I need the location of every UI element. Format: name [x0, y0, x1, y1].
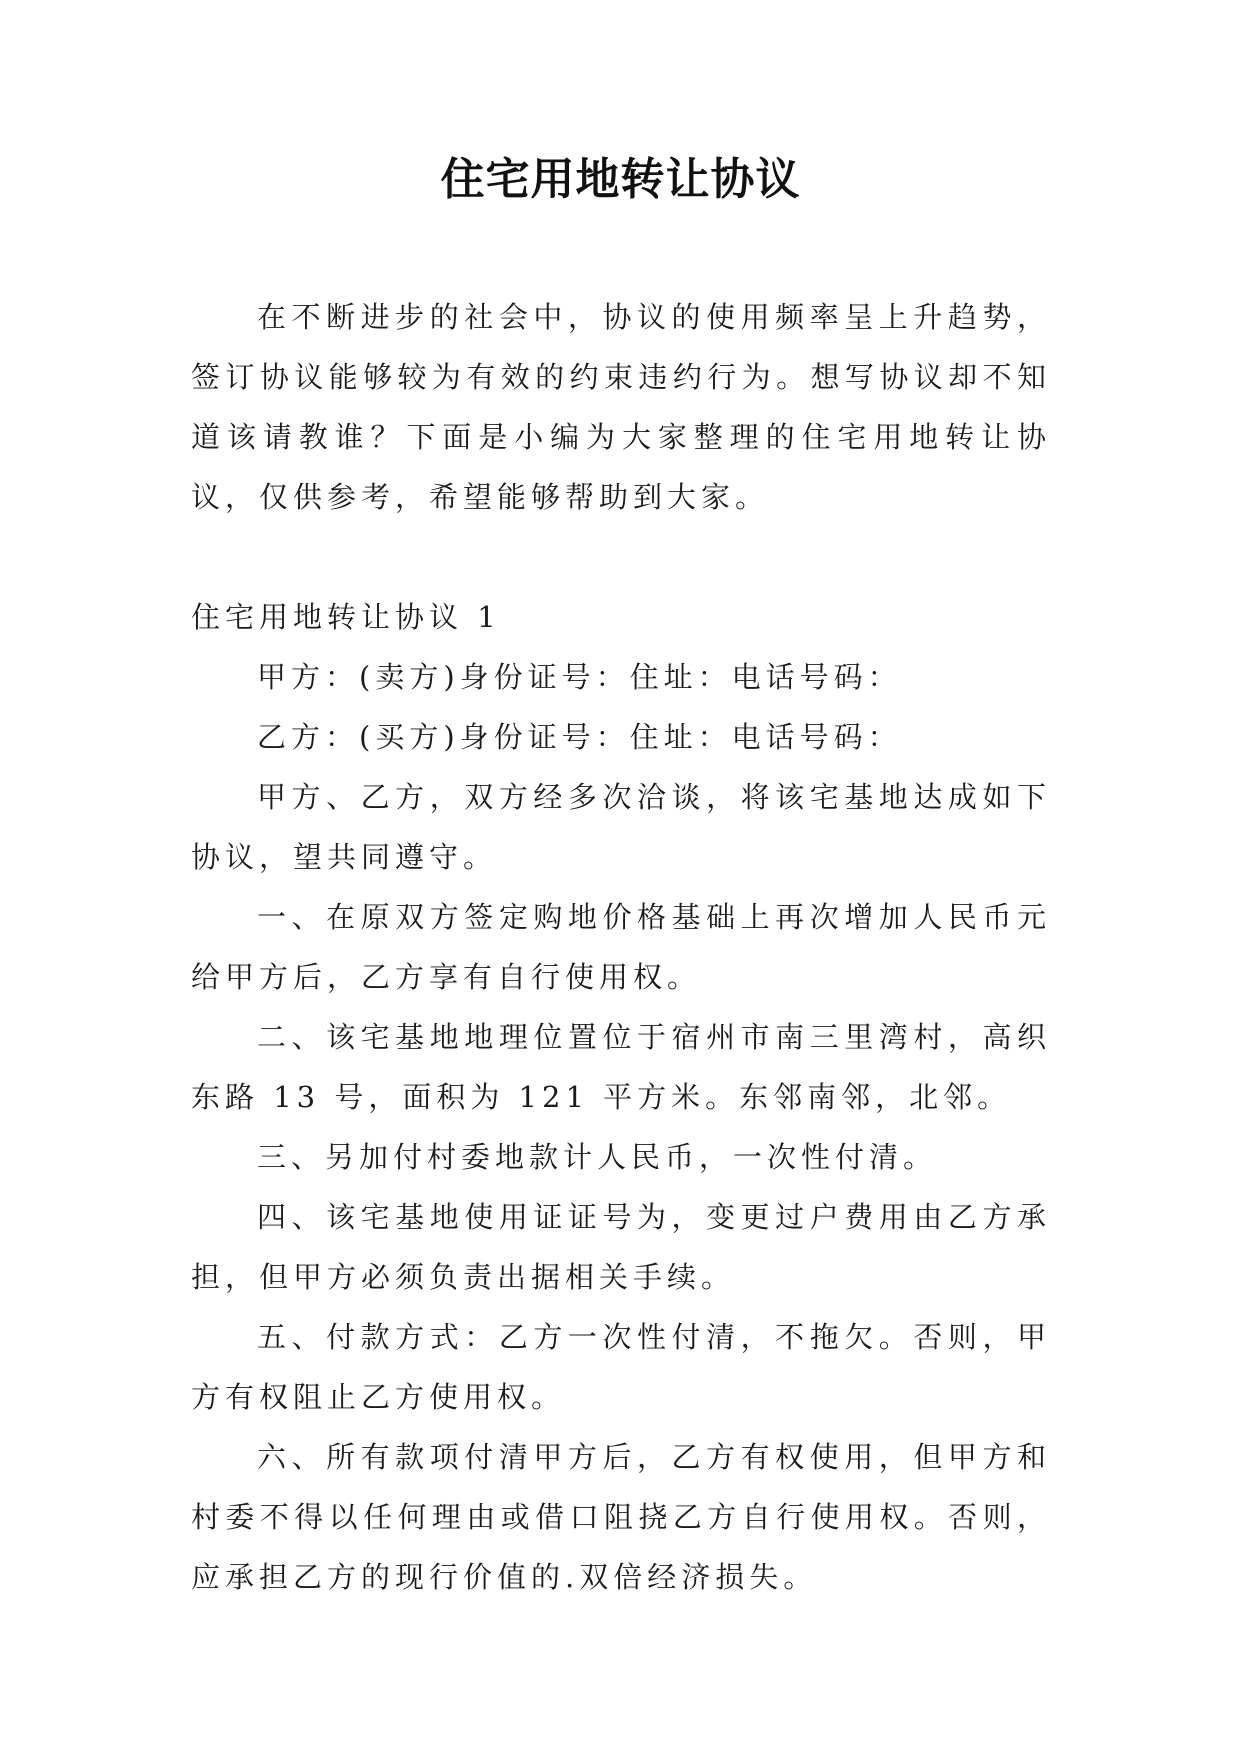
document-title: 住宅用地转让协议 [440, 154, 801, 205]
clause-6: 六、所有款项付清甲方后，乙方有权使用，但甲方和村委不得以任何理由或借口阻挠乙方自行使用权。否则，应承担乙方的现行价值的.双倍经济损失。 [191, 1440, 1051, 1594]
intro-paragraph: 在不断进步的社会中，协议的使用频率呈上升趋势，签订协议能够较为有效的约束违约行为。想写协议却不知道该请教谁？下面是小编为大家整理的住宅用地转让协议，仅供参考，希望能够帮助到大家。 [191, 300, 1051, 514]
preamble-paragraph: 甲方、乙方，双方经多次洽谈，将该宅基地达成如下协议，望共同遵守。 [191, 780, 1051, 874]
clause-3: 三、另加付村委地款计人民币，一次性付清。 [257, 1140, 938, 1174]
clause-4: 四、该宅基地使用证证号为，变更过户费用由乙方承担，但甲方必须负责出据相关手续。 [191, 1200, 1051, 1294]
clause-1: 一、在原双方签定购地价格基础上再次增加人民币元给甲方后，乙方享有自行使用权。 [191, 900, 1051, 994]
clause-2: 二、该宅基地地理位置位于宿州市南三里湾村，高织东路 13 号，面积为 121 平方米。东邻南邻，北邻。 [191, 1020, 1051, 1114]
document-body [191, 287, 1051, 1607]
section-heading: 住宅用地转让协议 1 [191, 600, 501, 634]
party-b-line: 乙方：(买方)身份证号：住址：电话号码： [257, 720, 902, 754]
clause-5: 五、付款方式：乙方一次性付清，不拖欠。否则，甲方有权阻止乙方使用权。 [191, 1320, 1051, 1414]
party-a-line: 甲方：(卖方)身份证号：住址：电话号码： [257, 660, 902, 694]
